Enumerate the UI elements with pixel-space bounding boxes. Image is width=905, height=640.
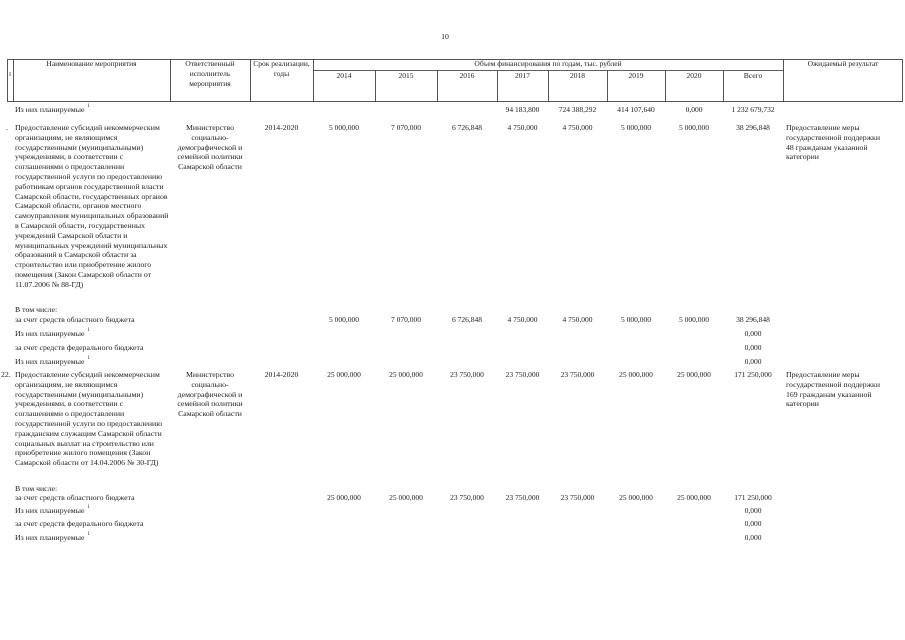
federal-planned-label-text: Из них планируемые [15,533,85,542]
regional-planned-label-text: Из них планируемые [15,506,85,515]
including-label: В том числе: [15,305,58,314]
value-cell-2014: 5 000,000 [329,315,359,324]
value-cell-total: 38 296,848 [736,315,770,324]
header-year-2020: 2020 [686,71,702,80]
footnote-mark: 1 [87,104,90,110]
planned-total-values [0,105,905,115]
value-cell-2016: 23 750,000 [450,370,484,379]
measure-period: 2014-2020 [264,123,299,132]
value-cell-2014: 25 000,000 [327,370,361,379]
value-cell-2018: 23 750,000 [560,370,595,379]
value-cell-total: 171 250,000 [734,370,772,379]
page-number: 10 [441,32,449,41]
value-cell-total: 0,000 [744,329,762,338]
value-cell-total: 0,000 [744,506,762,515]
value-cell-2016: 6 726,848 [452,123,482,132]
value-cell-2016: 23 750,000 [450,493,484,502]
footnote-mark: 1 [87,505,90,511]
federal-planned-label-text: Из них планируемые [15,357,85,366]
value-cell-total: 38 296,848 [736,123,770,132]
header-name: Наименование мероприятия [46,59,137,68]
value-cell-total: 0,000 [744,533,762,542]
value-cell-2019: 25 000,000 [619,370,653,379]
value-cell-2017: 94 183,800 [505,105,540,114]
value-cell-2018: 724 388,292 [558,105,597,114]
regional-planned-values [0,506,905,516]
value-cell-2017: 23 750,000 [505,370,540,379]
value-cell-2015: 25 000,000 [389,370,423,379]
planned-total-label-text: Из них планируемые [15,105,85,114]
measure-name: Предоставление субсидий некоммерческим организациям, не являющимся государственными (муниципальными) учреждениями, в соответствии с соглашениями о предоставлении государственной услуги по предоставлению работникам органов государственной власти Самарской области, государственных органов Самарской области, органов местного самоуправления муниципальных образований в Самарской области, государственных учреждений Самарской области и муниципальных учреждений муниципальных образований в Самарской области за строительство или приобретение жилого помещения (Закон Самарской области от 11.07.2006 № 88-ГД) [15,123,169,289]
value-cell-2015: 7 070,000 [391,315,421,324]
measure-values [0,123,905,133]
regional-budget-values [0,493,905,503]
measure-result: Предоставление меры государственной поддержки 169 гражданам указанной категории [786,370,881,409]
measure-number: 22. [1,370,11,379]
measure-values [0,370,905,380]
measure-name: Предоставление субсидий некоммерческим организациям, не являющимся государственными (муниципальными) учреждениями, в соответствии с соглашениями о предоставлении государственной услуги по предоставлению гражданским служащим Самарской области социальных выплат на строительство или приобретение жилого помещения (Закон Самарской области от 14.04.2006 № 30-ГД) [15,370,163,468]
header-year-2017: 2017 [515,71,530,80]
measure-period: 2014-2020 [264,370,299,379]
header-year-total: Всего [743,71,763,80]
federal-budget-label: за счет средств федерального бюджета [15,343,144,352]
value-cell-2014: 25 000,000 [327,493,361,502]
measure-result: Предоставление меры государственной поддержки 48 гражданам указанной категории [786,123,881,162]
header-year-2014: 2014 [336,71,352,80]
measure-responsible: Министерство социально- демографической и семейной политики Самарской области [177,370,243,419]
value-cell-2019: 25 000,000 [619,493,653,502]
value-cell-2019: 5 000,000 [621,123,651,132]
value-cell-2015: 25 000,000 [389,493,423,502]
regional-budget-values [0,315,905,325]
value-cell-2019: 5 000,000 [621,315,651,324]
footnote-mark: 1 [87,356,90,362]
value-cell-total: 0,000 [744,519,762,528]
including-label: В том числе: [15,484,58,493]
header-year-2018: 2018 [570,71,585,80]
federal-budget-values [0,343,905,353]
table-header-grid [0,0,905,110]
header-period: Срок реализации, годы [253,59,310,78]
value-cell-2014: 5 000,000 [329,123,359,132]
header-num: 1 [8,72,12,78]
header-responsible: Ответственный исполнитель мероприятия [185,59,235,88]
value-cell-2020: 25 000,000 [677,493,711,502]
header-year-2015: 2015 [398,71,414,80]
measure-responsible: Министерство социально- демографической и семейной политики Самарской области [177,123,243,172]
federal-planned-values [0,357,905,367]
value-cell-2020: 25 000,000 [677,370,711,379]
header-financing: Объем финансирования по годам, тыс. рублей [474,59,622,68]
measure-number: . [6,123,8,132]
value-cell-total: 0,000 [744,357,762,366]
federal-budget-values [0,519,905,529]
regional-budget-label: за счет средств областного бюджета [15,493,135,502]
header-year-2019: 2019 [628,71,644,80]
value-cell-2017: 4 750,000 [507,123,538,132]
federal-budget-label: за счет средств федерального бюджета [15,519,144,528]
regional-planned-label-text: Из них планируемые [15,329,85,338]
value-cell-2018: 23 750,000 [560,493,595,502]
value-cell-2020: 0,000 [685,105,703,114]
regional-budget-label: за счет средств областного бюджета [15,315,135,324]
value-cell-2015: 7 070,000 [391,123,421,132]
regional-planned-values [0,329,905,339]
federal-planned-values [0,533,905,543]
value-cell-2020: 5 000,000 [679,123,709,132]
header-year-2016: 2016 [459,71,475,80]
value-cell-total: 171 250,000 [734,493,772,502]
value-cell-2017: 4 750,000 [507,315,538,324]
value-cell-2018: 4 750,000 [562,123,593,132]
value-cell-2020: 5 000,000 [679,315,709,324]
value-cell-2018: 4 750,000 [562,315,593,324]
footnote-mark: 1 [87,328,90,334]
header-result: Ожидаемый результат [807,59,879,68]
footnote-mark: 1 [87,532,90,538]
value-cell-total: 1 232 679,732 [731,105,775,114]
value-cell-total: 0,000 [744,343,762,352]
value-cell-2017: 23 750,000 [505,493,540,502]
value-cell-2016: 6 726,848 [452,315,482,324]
value-cell-2019: 414 107,640 [617,105,655,114]
